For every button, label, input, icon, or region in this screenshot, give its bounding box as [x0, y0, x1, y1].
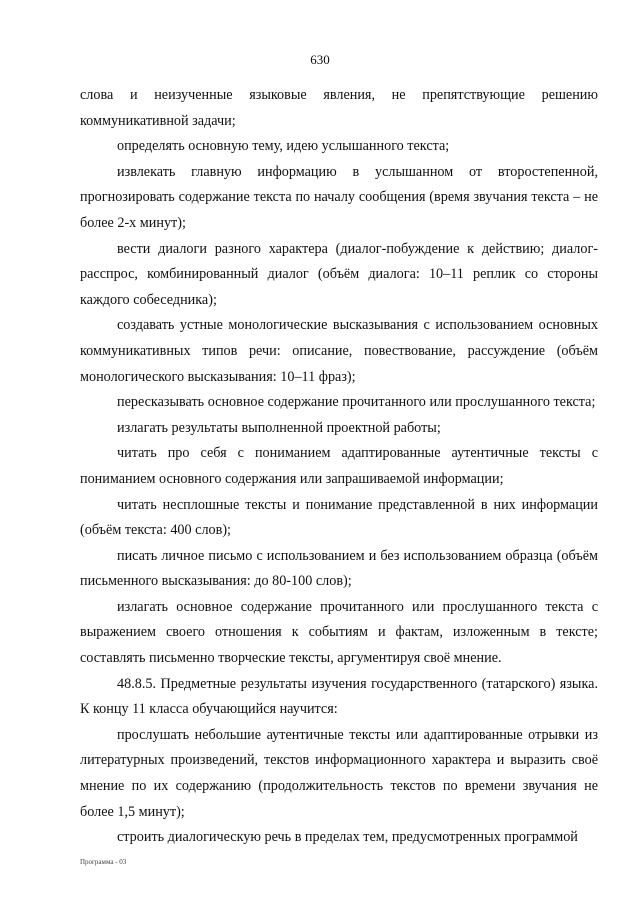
paragraph: создавать устные монологические высказывания с использованием основных коммуникативных типов речи: описание, повествование, рассуждение (объём монологического высказывания: 10–11 фраз); — [80, 317, 598, 385]
paragraph: извлекать главную информацию в услышанном от второстепенной, прогнозировать содержание текста по началу сообщения (время звучания текста – не более 2-х минут); — [80, 163, 598, 231]
paragraph: писать личное письмо с использованием и без использованием образца (объём письменного высказывания: до 80-100 слов); — [80, 547, 598, 590]
paragraph: пересказывать основное содержание прочитанного или прослушанного текста; — [117, 394, 596, 411]
paragraph: читать несплошные тексты и понимание представленной в них информации (объём текста: 400 слов); — [80, 496, 598, 539]
paragraph: строить диалогическую речь в пределах тем, предусмотренных программой — [117, 829, 578, 846]
document-body — [80, 83, 598, 851]
paragraph: определять основную тему, идею услышанного текста; — [117, 138, 450, 155]
paragraph: слова и неизученные языковые явления, не препятствующие решению коммуникативной задачи; — [80, 87, 598, 129]
section-heading-paragraph: 48.8.5. Предметные результаты изучения государственного (татарского) языка. К концу 11 класса обучающийся научится: — [80, 675, 598, 718]
paragraph: прослушать небольшие аутентичные тексты или адаптированные отрывки из литературных произведений, текстов информационного характера и выразить своё мнение по их содержанию (продолжительность текстов по времени звучания не более 1,5 минут); — [80, 726, 598, 820]
paragraph: излагать основное содержание прочитанного или прослушанного текста с выражением своего отношения к событиям и фактам, изложенным в тексте; составлять письменно творческие тексты, аргументируя своё мнение. — [80, 598, 598, 667]
paragraph: вести диалоги разного характера (диалог-побуждение к действию; диалог-расспрос, комбинированный диалог (объём диалога: 10–11 реплик со стороны каждого собеседника); — [80, 240, 598, 308]
paragraph: читать про себя с пониманием адаптированные аутентичные тексты с пониманием основного содержания или запрашиваемой информации; — [80, 445, 598, 487]
footer-label: Программа - 03 — [80, 858, 127, 866]
paragraph: излагать результаты выполненной проектной работы; — [117, 419, 441, 436]
page-number: 630 — [310, 52, 330, 67]
